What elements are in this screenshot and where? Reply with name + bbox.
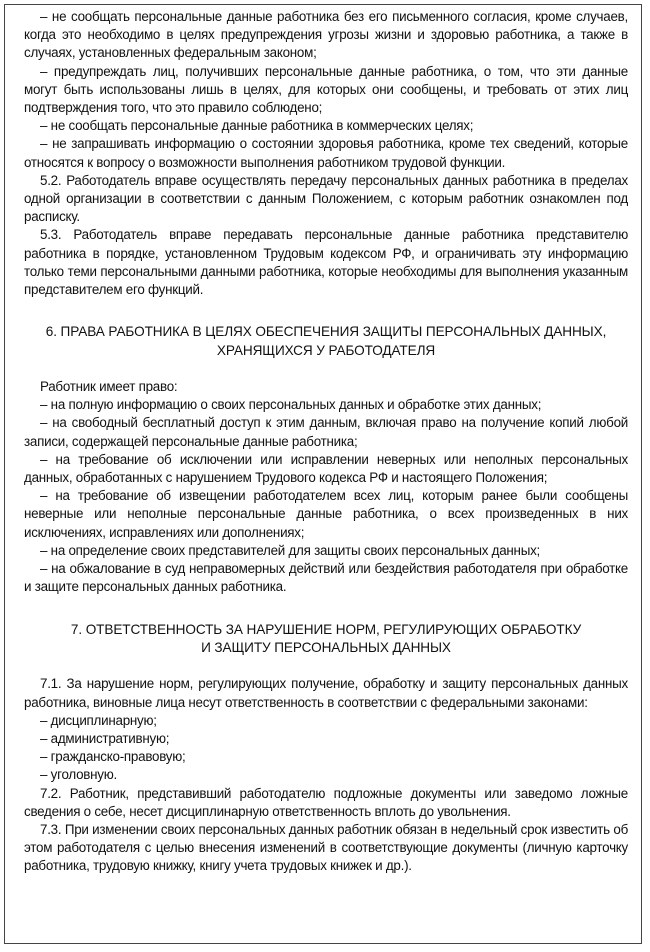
document-body bbox=[24, 8, 628, 876]
paragraph: Работник имеет право: bbox=[40, 379, 178, 395]
section-7 bbox=[24, 621, 628, 876]
section-heading-line: ХРАНЯЩИХСЯ У РАБОТОДАТЕЛЯ bbox=[216, 342, 436, 358]
paragraph: – на обжалование в суд неправомерных действий или бездействия работодателя при обработке и защите персональных данных работника. bbox=[24, 561, 628, 595]
paragraph: 5.2. Работодатель вправе осуществлять передачу персональных данных работника в пределах одной организации в соответствии с данным Положением, с которым работник ознакомлен под расписку. bbox=[24, 172, 628, 225]
paragraph: – на определение своих представителей для защиты своих персональных данных; bbox=[40, 542, 540, 558]
section-heading bbox=[24, 323, 628, 360]
paragraph: – не сообщать персональные данные работника в коммерческих целях; bbox=[40, 118, 474, 134]
paragraph: – предупреждать лиц, получивших персональные данные работника, о том, что эти данные могут быть использованы лишь в целях, для которых они сообщены, и требовать от этих лиц подтверждения того, что это правило соблюдено; bbox=[24, 63, 628, 116]
paragraph: – гражданско-правовую; bbox=[40, 749, 186, 765]
section-6 bbox=[24, 323, 628, 596]
section-heading-line: 6. ПРАВА РАБОТНИКА В ЦЕЛЯХ ОБЕСПЕЧЕНИЯ ЗАЩИТЫ ПЕРСОНАЛЬНЫХ ДАННЫХ, bbox=[45, 324, 607, 340]
section-heading bbox=[24, 621, 628, 658]
paragraph: – дисциплинарную; bbox=[40, 712, 157, 728]
paragraph: 7.1. За нарушение норм, регулирующих получение, обработку и защиту персональных данных работника, виновные лица несут ответственность в соответствии с федеральными законами: bbox=[24, 676, 628, 710]
paragraph: – не сообщать персональные данные работника без его письменного согласия, кроме случаев, когда это необходимо в целях предупреждения угрозы жизни и здоровью работника, а также в случаях, установленных федеральным законом; bbox=[24, 9, 628, 61]
paragraph: – на полную информацию о своих персональных данных и обработке этих данных; bbox=[40, 397, 542, 413]
section-heading-line: И ЗАЩИТУ ПЕРСОНАЛЬНЫХ ДАННЫХ bbox=[201, 639, 451, 655]
paragraph: – на требование об извещении работодателем всех лиц, которым ранее были сообщены неверные или неполные персональные данные работника, о всех произведенных в них исключениях, исправлениях или дополнениях; bbox=[24, 488, 628, 540]
paragraph: – на свободный бесплатный доступ к этим данным, включая право на получение копий любой записи, содержащей персональные данные работника; bbox=[24, 415, 628, 449]
paragraph: 7.3. При изменении своих персональных данных работник обязан в недельный срок известить об этом работодателя с целью внесения изменений в соответствующие документы (личную карточку работника, трудовую книжку, книгу учета трудовых книжек и др.). bbox=[24, 821, 628, 874]
paragraph: 7.2. Работник, представивший работодателю подложные документы или заведомо ложные сведения о себе, несет дисциплинарную ответственность вплоть до увольнения. bbox=[24, 785, 628, 819]
paragraph: – административную; bbox=[40, 730, 170, 746]
paragraph: 5.3. Работодатель вправе передавать персональные данные работника представителю работника в порядке, установленном Трудовым кодексом РФ, и ограничивать эту информацию только теми персональными данными работника, которые необходимы для выполнения указанным представителем его функций. bbox=[24, 227, 628, 298]
section-heading-line: 7. ОТВЕТСТВЕННОСТЬ ЗА НАРУШЕНИЕ НОРМ, РЕГУЛИРУЮЩИХ ОБРАБОТКУ bbox=[70, 621, 582, 637]
paragraph: – уголовную. bbox=[40, 767, 117, 783]
section-5-continuation bbox=[24, 8, 628, 299]
paragraph: – на требование об исключении или исправлении неверных или неполных персональных данных, обработанных с нарушением Трудового кодекса РФ и настоящего Положения; bbox=[24, 451, 628, 486]
paragraph: – не запрашивать информацию о состоянии здоровья работника, кроме тех сведений, которые относятся к вопросу о возможности выполнения работником трудовой функции. bbox=[24, 136, 628, 170]
